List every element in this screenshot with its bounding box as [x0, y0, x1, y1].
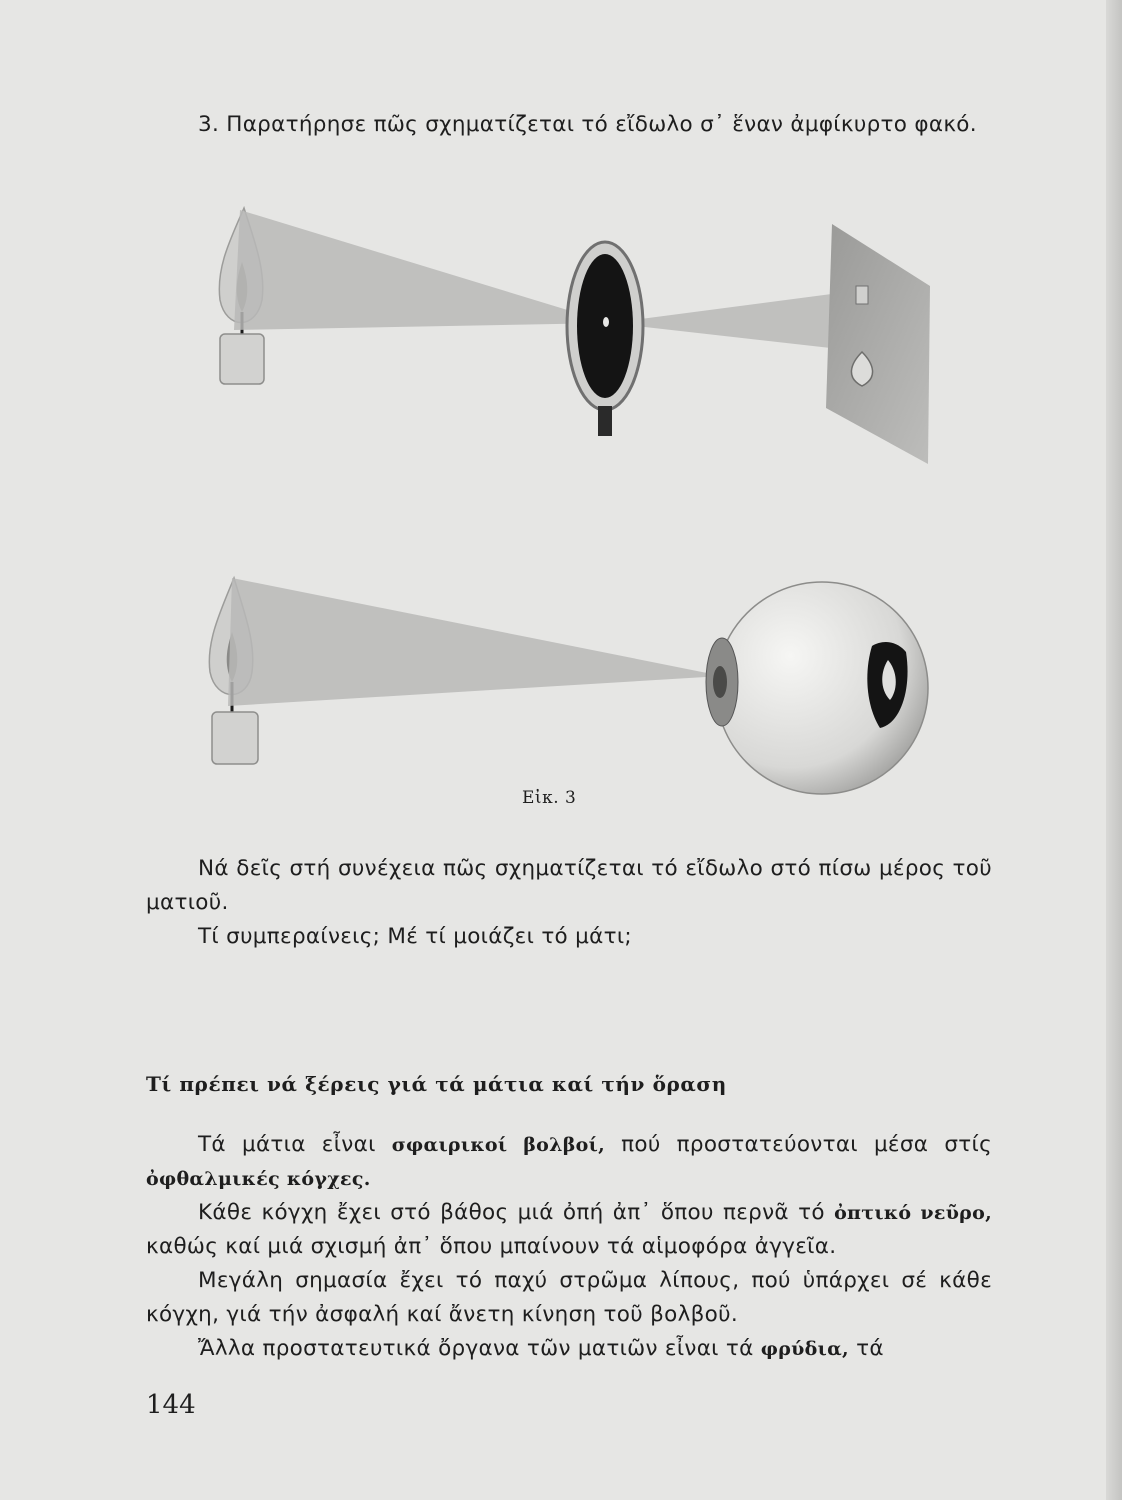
term-optic-nerve: ὀπτικό νεῦρο, — [834, 1202, 993, 1224]
candle-body-bottom — [212, 712, 258, 764]
section-heading: Τί πρέπει νά ξέρεις γιά τά μάτια καί τήν ὅραση — [146, 1072, 727, 1096]
light-cone-in-top — [234, 210, 610, 330]
p2-text-c: καθώς καί μιά σχισμή ἀπ᾽ ὅπου μπαίνουν τά αἱμοφόρα ἀγγεῖα. — [146, 1234, 837, 1259]
lens-top — [567, 242, 643, 436]
p4-text-a: Ἄλλα προστατευτικά ὄργανα τῶν ματιῶν εἶναι τά — [198, 1336, 761, 1361]
term-eyebrows: φρύδια, — [760, 1338, 849, 1360]
term-eye-sockets: ὀφθαλμικές κόγχες. — [146, 1168, 371, 1190]
term-spherical-bulbs: σφαιρικοί βολβοί, — [391, 1134, 606, 1156]
section-paragraph-4 — [146, 1332, 992, 1366]
light-cone-out-top — [610, 290, 866, 352]
p1-text-a: Τά μάτια εἶναι — [198, 1132, 392, 1157]
p1-text-c: πού προστατεύονται μέσα στίς — [605, 1132, 992, 1157]
page-edge — [1106, 0, 1122, 1500]
figure-caption: Εἰκ. 3 — [522, 788, 577, 808]
section-paragraph-2 — [146, 1196, 992, 1264]
after-figure-paragraph-1: Νά δεῖς στή συνέχεια πῶς σχηματίζεται τό εἴδωλο στό πίσω μέρος τοῦ ματιοῦ. — [146, 856, 992, 915]
intro-paragraph: 3. Παρατήρησε πῶς σχηματίζεται τό εἴδωλο σ᾽ ἕναν ἀμφίκυρτο φακό. — [198, 112, 977, 137]
after-figure-paragraph-2: Τί συμπεραίνεις; Μέ τί μοιάζει τό μάτι; — [198, 924, 632, 949]
screen-top — [826, 224, 930, 464]
section-paragraph-3: Μεγάλη σημασία ἔχει τό παχύ στρῶμα λίπους, πού ὑπάρχει σέ κάθε κόγχη, γιά τήν ἀσφαλή καί ἄνετη κίνηση τοῦ βολβοῦ. — [146, 1268, 992, 1327]
candle-body-top — [220, 334, 264, 384]
light-cone-bottom — [228, 578, 722, 706]
section-paragraph-1 — [146, 1128, 992, 1196]
page-number: 144 — [146, 1390, 196, 1420]
p2-text-a: Κάθε κόγχη ἔχει στό βάθος μιά ὀπή ἀπ᾽ ὅπου περνᾶ τό — [198, 1200, 835, 1225]
eyeball-figure — [706, 582, 928, 794]
p4-text-c: τά — [848, 1336, 884, 1361]
